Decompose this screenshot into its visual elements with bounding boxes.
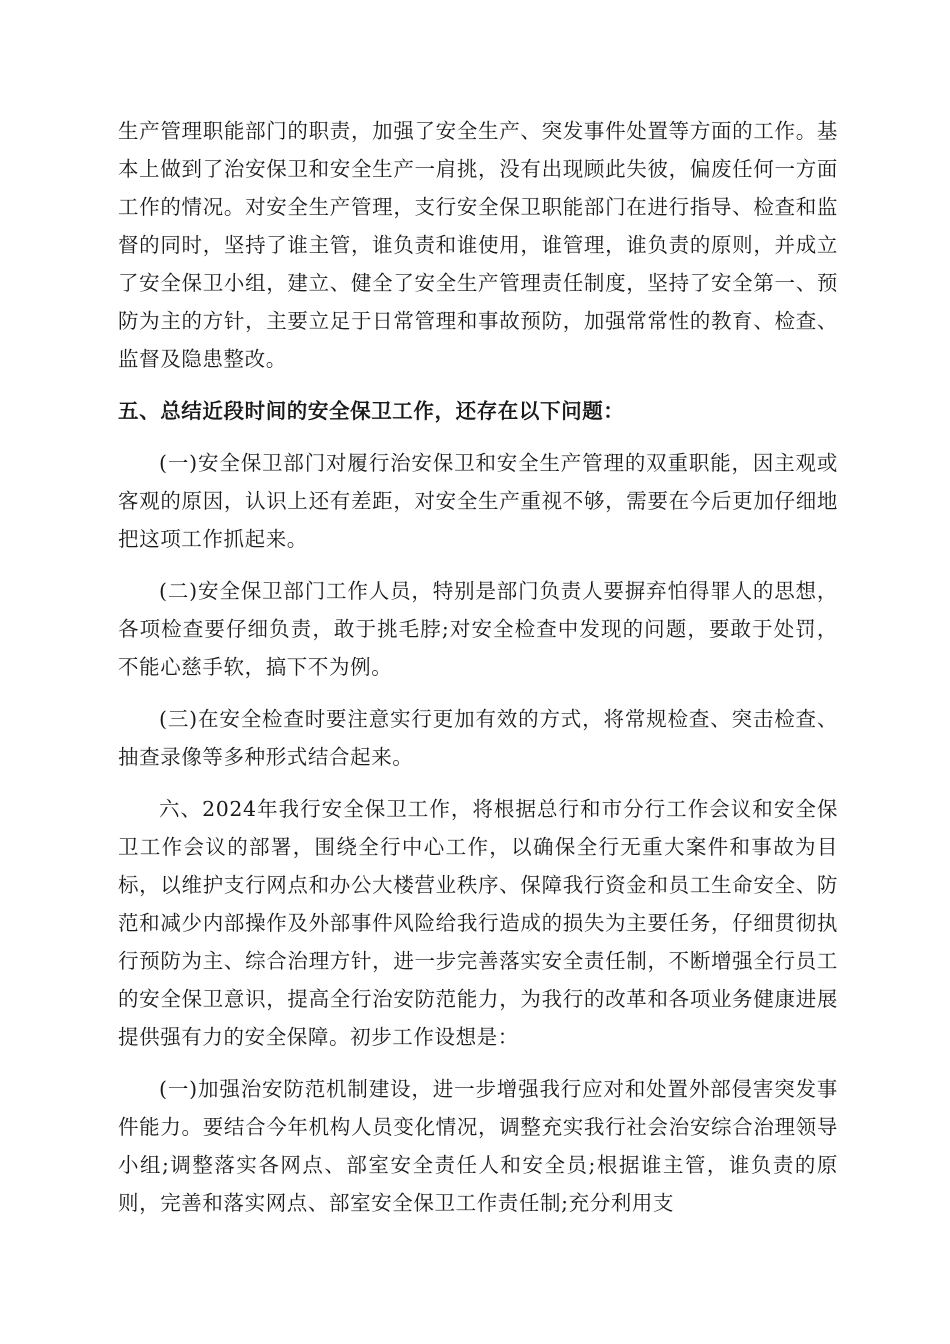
paragraph-item-2: (二)安全保卫部门工作人员，特别是部门负责人要摒弃怕得罪人的思想，各项检查要仔细负责，敢于挑毛脖;对安全检查中发现的问题，要敢于处罚，不能心慈手软，搞下不为例。	[118, 579, 838, 679]
paragraph-section6-item-1: (一)加强治安防范机制建设，进一步增强我行应对和处置外部侵害突发事件能力。要结合今年机构人员变化情况，调整充实我行社会治安综合治理领导小组;调整落实各网点、部室安全责任人和安全员;根据谁主管，谁负责的原则，完善和落实网点、部室安全保卫工作责任制;充分利用支	[118, 1077, 838, 1215]
paragraph-item-3: (三)在安全检查时要注意实行更加有效的方式，将常规检查、突击检查、抽查录像等多种形式结合起来。	[118, 707, 838, 769]
paragraph-continuation: 生产管理职能部门的职责，加强了安全生产、突发事件处置等方面的工作。基本上做到了治安保卫和安全生产一肩挑，没有出现顾此失彼，偏废任何一方面工作的情况。对安全生产管理，支行安全保卫职能部门在进行指导、检查和监督的同时，坚持了谁主管，谁负责和谁使用，谁管理，谁负责的原则，并成立了安全保卫小组，建立、健全了安全生产管理责任制度，坚持了安全第一、预防为主的方针，主要立足于日常管理和事故预防，加强常常性的教育、检查、监督及隐患整改。	[118, 119, 838, 371]
document-body	[118, 112, 838, 1222]
paragraph-item-1: (一)安全保卫部门对履行治安保卫和安全生产管理的双重职能，因主观或客观的原因，认识上还有差距，对安全生产重视不够，需要在今后更加仔细地把这项工作抓起来。	[118, 451, 838, 551]
section-6-paragraph: 六、2024年我行安全保卫工作，将根据总行和市分行工作会议和安全保卫工作会议的部署，围绕全行中心工作，以确保全行无重大案件和事故为目标，以维护支行网点和办公大楼营业秩序、保障我行资金和员工生命安全、防范和减少内部操作及外部事件风险给我行造成的损失为主要任务，仔细贯彻执行预防为主、综合治理方针，进一步完善落实安全责任制，不断增强全行员工的安全保卫意识，提高全行治安防范能力，为我行的改革和各项业务健康进展提供强有力的安全保障。初步工作设想是：	[118, 797, 838, 1049]
section-heading-5: 五、总结近段时间的安全保卫工作，还存在以下问题：	[118, 399, 625, 423]
